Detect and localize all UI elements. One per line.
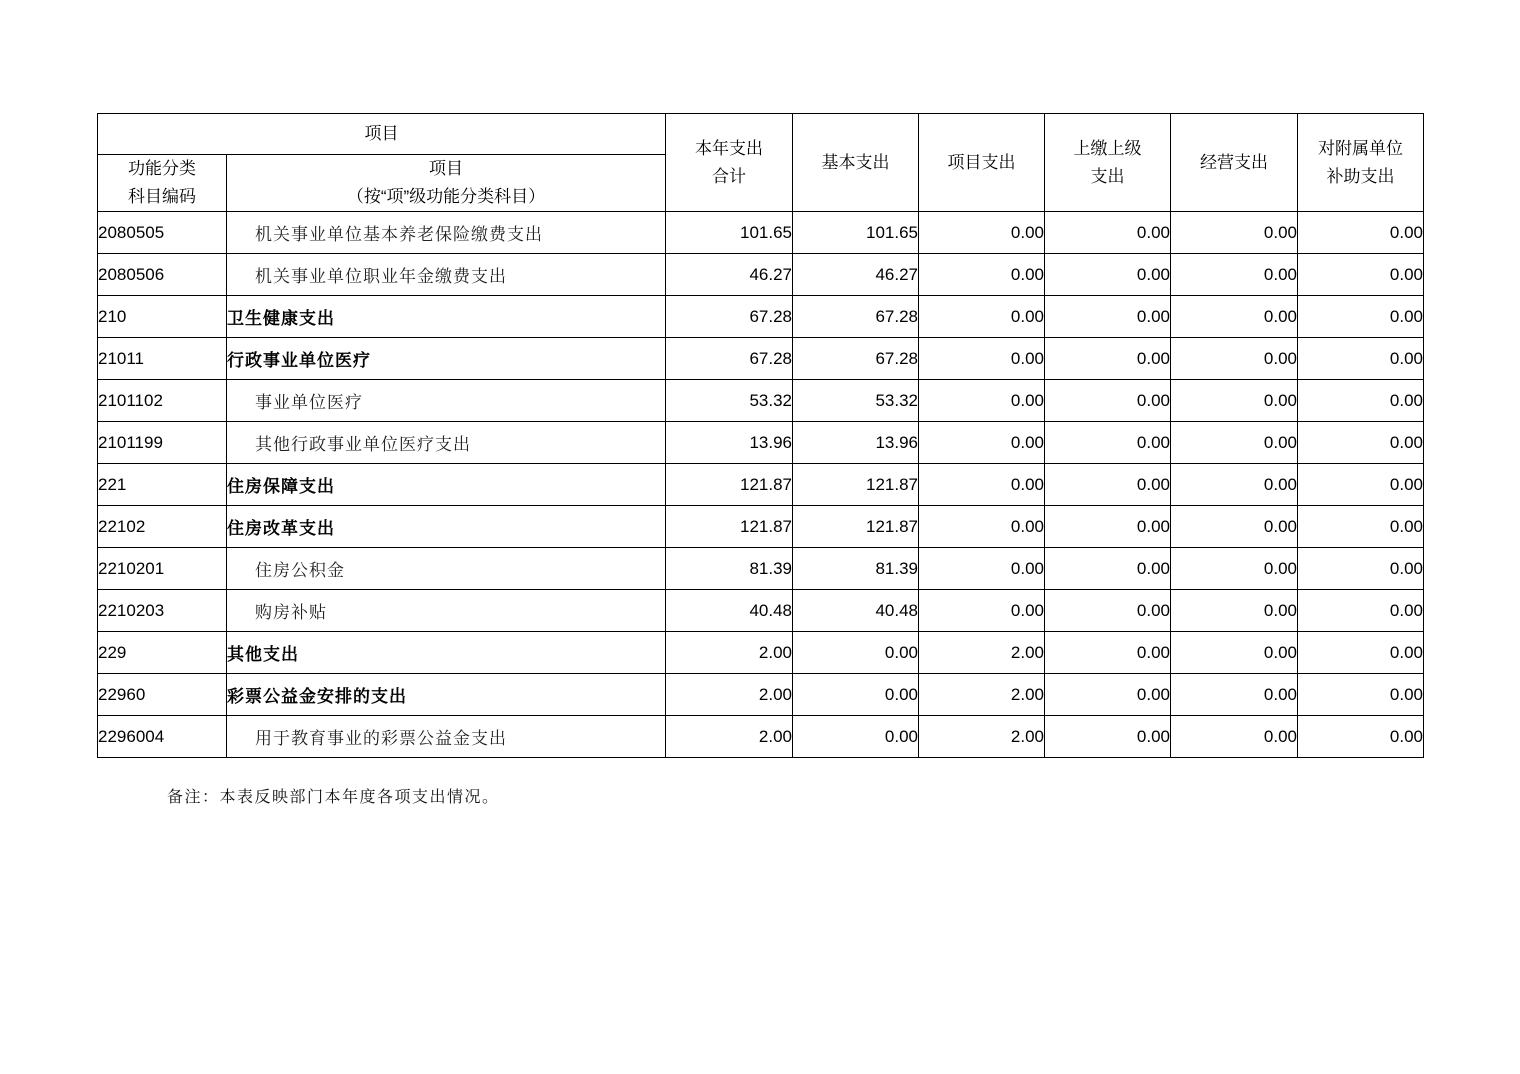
subsidy-cell: 0.00	[1298, 254, 1424, 296]
upper-cell: 0.00	[1045, 464, 1171, 506]
total-cell: 53.32	[666, 380, 793, 422]
code-cell: 2080506	[98, 254, 227, 296]
upper-cell: 0.00	[1045, 296, 1171, 338]
name-cell: 其他行政事业单位医疗支出	[227, 422, 666, 464]
header-total-line1: 本年支出	[695, 138, 763, 158]
basic-cell: 0.00	[793, 674, 919, 716]
business-cell: 0.00	[1171, 254, 1298, 296]
table-row	[98, 212, 1424, 254]
total-cell: 2.00	[666, 632, 793, 674]
business-cell: 0.00	[1171, 212, 1298, 254]
business-cell: 0.00	[1171, 464, 1298, 506]
business-cell: 0.00	[1171, 380, 1298, 422]
header-code-line1: 功能分类	[128, 159, 196, 178]
subsidy-cell: 0.00	[1298, 632, 1424, 674]
basic-cell: 0.00	[793, 632, 919, 674]
upper-cell: 0.00	[1045, 548, 1171, 590]
header-name-line1: 项目	[429, 159, 463, 178]
header-upper-line1: 上缴上级	[1073, 138, 1142, 158]
business-cell: 0.00	[1171, 548, 1298, 590]
project-cell: 2.00	[919, 716, 1045, 758]
project-cell: 0.00	[919, 590, 1045, 632]
total-cell: 121.87	[666, 506, 793, 548]
business-cell: 0.00	[1171, 506, 1298, 548]
header-total-line2: 合计	[712, 166, 746, 186]
code-cell: 2210203	[98, 590, 227, 632]
code-cell: 2101199	[98, 422, 227, 464]
table-row	[98, 506, 1424, 548]
subsidy-cell: 0.00	[1298, 506, 1424, 548]
header-subsidy	[1298, 114, 1424, 212]
subsidy-cell: 0.00	[1298, 590, 1424, 632]
upper-cell: 0.00	[1045, 506, 1171, 548]
header-total	[666, 114, 793, 212]
subsidy-cell: 0.00	[1298, 422, 1424, 464]
table-row	[98, 296, 1424, 338]
header-code-line2: 科目编码	[128, 187, 196, 206]
basic-cell: 40.48	[793, 590, 919, 632]
subsidy-cell: 0.00	[1298, 674, 1424, 716]
total-cell: 81.39	[666, 548, 793, 590]
name-cell: 机关事业单位职业年金缴费支出	[227, 254, 666, 296]
header-subsidy-line1: 对附属单位	[1318, 138, 1403, 158]
total-cell: 46.27	[666, 254, 793, 296]
code-cell: 22960	[98, 674, 227, 716]
table-row	[98, 380, 1424, 422]
name-cell: 卫生健康支出	[227, 296, 666, 338]
basic-cell: 13.96	[793, 422, 919, 464]
header-subsidy-line2: 补助支出	[1326, 166, 1395, 186]
upper-cell: 0.00	[1045, 212, 1171, 254]
subsidy-cell: 0.00	[1298, 380, 1424, 422]
table-row	[98, 590, 1424, 632]
table-row	[98, 338, 1424, 380]
business-cell: 0.00	[1171, 422, 1298, 464]
total-cell: 67.28	[666, 296, 793, 338]
name-cell: 彩票公益金安排的支出	[227, 674, 666, 716]
basic-cell: 121.87	[793, 506, 919, 548]
code-cell: 2296004	[98, 716, 227, 758]
project-cell: 0.00	[919, 422, 1045, 464]
table-row	[98, 422, 1424, 464]
header-project-group: 项目	[98, 114, 666, 155]
basic-cell: 67.28	[793, 338, 919, 380]
basic-cell: 67.28	[793, 296, 919, 338]
upper-cell: 0.00	[1045, 380, 1171, 422]
header-business: 经营支出	[1171, 114, 1298, 212]
name-cell: 行政事业单位医疗	[227, 338, 666, 380]
total-cell: 40.48	[666, 590, 793, 632]
business-cell: 0.00	[1171, 590, 1298, 632]
total-cell: 2.00	[666, 716, 793, 758]
header-name	[227, 155, 666, 212]
name-cell: 购房补贴	[227, 590, 666, 632]
basic-cell: 101.65	[793, 212, 919, 254]
upper-cell: 0.00	[1045, 632, 1171, 674]
project-cell: 0.00	[919, 464, 1045, 506]
upper-cell: 0.00	[1045, 338, 1171, 380]
header-basic: 基本支出	[793, 114, 919, 212]
code-cell: 221	[98, 464, 227, 506]
project-cell: 0.00	[919, 338, 1045, 380]
project-cell: 0.00	[919, 548, 1045, 590]
table-note: 备注：本表反映部门本年度各项支出情况。	[167, 787, 500, 806]
project-cell: 0.00	[919, 254, 1045, 296]
upper-cell: 0.00	[1045, 674, 1171, 716]
total-cell: 101.65	[666, 212, 793, 254]
project-cell: 0.00	[919, 212, 1045, 254]
header-upper-line2: 支出	[1090, 166, 1125, 186]
project-cell: 0.00	[919, 380, 1045, 422]
basic-cell: 46.27	[793, 254, 919, 296]
business-cell: 0.00	[1171, 296, 1298, 338]
project-cell: 0.00	[919, 506, 1045, 548]
basic-cell: 81.39	[793, 548, 919, 590]
header-upper	[1045, 114, 1171, 212]
expenditure-table	[97, 113, 1424, 758]
code-cell: 22102	[98, 506, 227, 548]
total-cell: 13.96	[666, 422, 793, 464]
table-row	[98, 674, 1424, 716]
project-cell: 0.00	[919, 296, 1045, 338]
code-cell: 2101102	[98, 380, 227, 422]
total-cell: 2.00	[666, 674, 793, 716]
table-row	[98, 632, 1424, 674]
header-project: 项目支出	[919, 114, 1045, 212]
business-cell: 0.00	[1171, 338, 1298, 380]
business-cell: 0.00	[1171, 674, 1298, 716]
upper-cell: 0.00	[1045, 716, 1171, 758]
name-cell: 用于教育事业的彩票公益金支出	[227, 716, 666, 758]
total-cell: 121.87	[666, 464, 793, 506]
subsidy-cell: 0.00	[1298, 212, 1424, 254]
code-cell: 21011	[98, 338, 227, 380]
name-cell: 住房公积金	[227, 548, 666, 590]
code-cell: 2210201	[98, 548, 227, 590]
code-cell: 2080505	[98, 212, 227, 254]
header-row-1	[98, 114, 1424, 155]
upper-cell: 0.00	[1045, 422, 1171, 464]
table-row	[98, 716, 1424, 758]
header-code	[98, 155, 227, 212]
table-row	[98, 254, 1424, 296]
basic-cell: 121.87	[793, 464, 919, 506]
name-cell: 事业单位医疗	[227, 380, 666, 422]
project-cell: 2.00	[919, 674, 1045, 716]
upper-cell: 0.00	[1045, 590, 1171, 632]
subsidy-cell: 0.00	[1298, 296, 1424, 338]
table-body	[98, 212, 1424, 758]
basic-cell: 0.00	[793, 716, 919, 758]
business-cell: 0.00	[1171, 632, 1298, 674]
code-cell: 210	[98, 296, 227, 338]
subsidy-cell: 0.00	[1298, 338, 1424, 380]
business-cell: 0.00	[1171, 716, 1298, 758]
table-row	[98, 548, 1424, 590]
code-cell: 229	[98, 632, 227, 674]
total-cell: 67.28	[666, 338, 793, 380]
subsidy-cell: 0.00	[1298, 464, 1424, 506]
upper-cell: 0.00	[1045, 254, 1171, 296]
name-cell: 机关事业单位基本养老保险缴费支出	[227, 212, 666, 254]
project-cell: 2.00	[919, 632, 1045, 674]
name-cell: 其他支出	[227, 632, 666, 674]
subsidy-cell: 0.00	[1298, 548, 1424, 590]
basic-cell: 53.32	[793, 380, 919, 422]
name-cell: 住房保障支出	[227, 464, 666, 506]
table-row	[98, 464, 1424, 506]
header-name-line2: （按“项”级功能分类科目）	[346, 187, 546, 206]
name-cell: 住房改革支出	[227, 506, 666, 548]
subsidy-cell: 0.00	[1298, 716, 1424, 758]
